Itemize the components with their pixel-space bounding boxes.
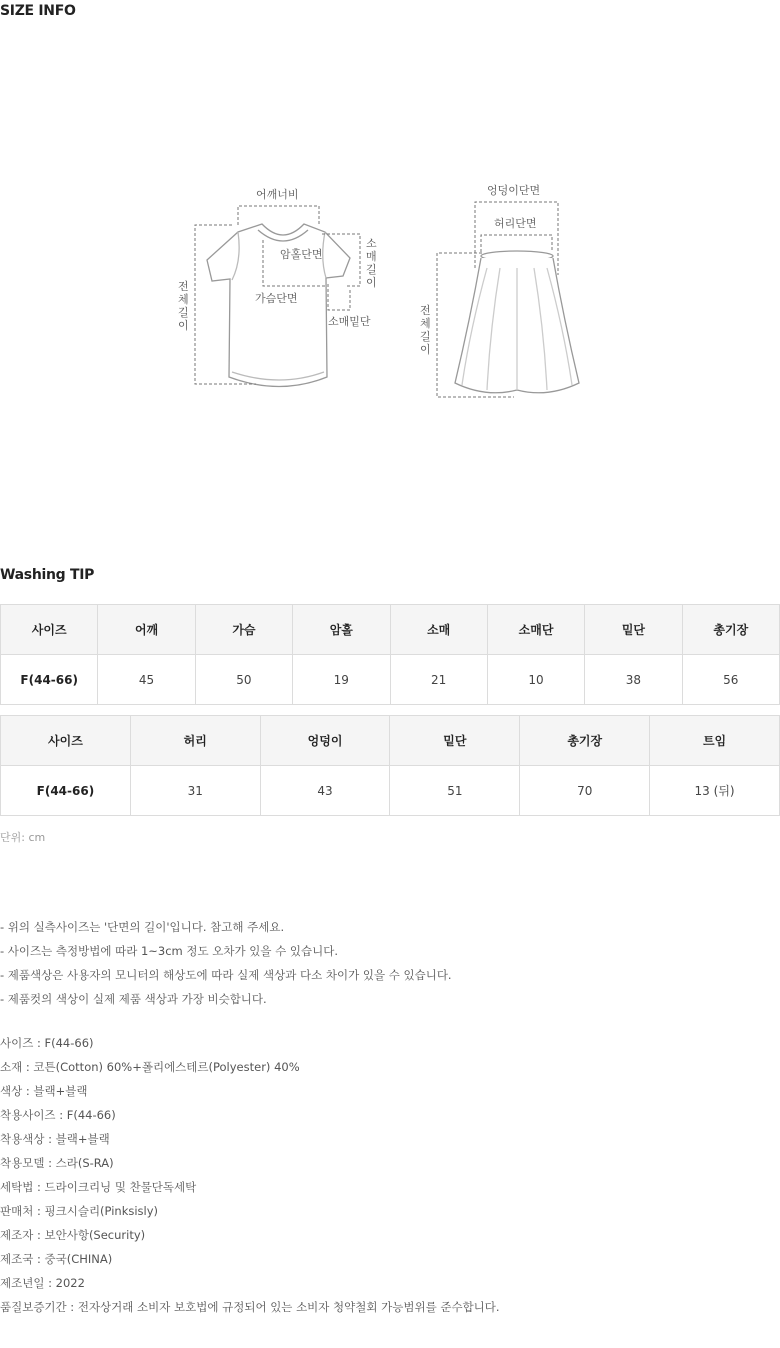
size-notes [0, 915, 452, 1011]
note-line: - 제품컷의 색상이 실제 제품 색상과 가장 비슷합니다. [0, 992, 267, 1006]
table-cell: 21 [390, 655, 487, 705]
label-shoulder: 어깨너비 [256, 188, 299, 201]
table-header-row [1, 605, 780, 655]
table-cell: 38 [585, 655, 682, 705]
svg-text:전: 전 [178, 280, 189, 293]
skirt-illustration [455, 251, 579, 393]
table-cell: 10 [487, 655, 584, 705]
label-chest: 가슴단면 [255, 292, 298, 305]
table-header-cell: 소매단 [487, 605, 584, 655]
svg-text:이: 이 [366, 276, 377, 289]
note-line: - 제품색상은 사용자의 모니터의 해상도에 따라 실제 색상과 다소 차이가 있을 수 있습니다. [0, 968, 452, 982]
top-size-table [0, 604, 780, 705]
table-header-cell: 소매 [390, 605, 487, 655]
product-info [0, 1031, 500, 1319]
table-cell: 70 [520, 766, 650, 816]
table-cell: 13 (뒤) [650, 766, 780, 816]
svg-text:길: 길 [178, 306, 189, 319]
washing-tip-heading: Washing TIP [0, 567, 95, 583]
table-header-cell: 허리 [130, 716, 260, 766]
label-skirt-total-length [420, 303, 431, 356]
svg-text:전: 전 [420, 304, 431, 317]
table-row [1, 655, 780, 705]
table-cell: 50 [195, 655, 292, 705]
info-line: 착용모델 : 스라(S-RA) [0, 1156, 114, 1170]
table-header-cell: 사이즈 [1, 716, 131, 766]
label-armhole: 암홀단면 [280, 248, 323, 261]
table-cell: 31 [130, 766, 260, 816]
info-line: 세탁법 : 드라이크리닝 및 찬물단독세탁 [0, 1180, 197, 1194]
table-header-cell: 밑단 [390, 716, 520, 766]
svg-text:이: 이 [420, 343, 431, 356]
table-cell: 56 [682, 655, 779, 705]
table-cell: 51 [390, 766, 520, 816]
info-line: 품질보증기간 : 전자상거래 소비자 보호법에 규정되어 있는 소비자 청약철회 가능범위를 준수합니다. [0, 1300, 500, 1314]
table-header-cell: 가슴 [195, 605, 292, 655]
info-line: 제조자 : 보안사항(Security) [0, 1228, 146, 1242]
table-header-cell: 총기장 [520, 716, 650, 766]
table-row [1, 766, 780, 816]
table-cell: 45 [98, 655, 195, 705]
table-cell: 19 [293, 655, 390, 705]
table-header-cell: 트임 [650, 716, 780, 766]
unit-note: 단위: cm [0, 831, 46, 844]
svg-text:길: 길 [420, 330, 431, 343]
label-hip: 엉덩이단면 [487, 184, 541, 197]
info-line: 색상 : 블랙+블랙 [0, 1084, 88, 1098]
label-tshirt-total-length [178, 279, 189, 332]
table-header-cell: 사이즈 [1, 605, 98, 655]
table-header-cell: 총기장 [682, 605, 779, 655]
svg-text:매: 매 [366, 250, 377, 263]
table-cell: F(44-66) [1, 655, 98, 705]
table-cell: 43 [260, 766, 390, 816]
note-line: - 사이즈는 측정방법에 따라 1~3cm 정도 오차가 있을 수 있습니다. [0, 944, 339, 958]
table-header-cell: 암홀 [293, 605, 390, 655]
info-line: 소재 : 코튼(Cotton) 60%+폴리에스테르(Polyester) 40% [0, 1060, 300, 1074]
table-header-cell: 밑단 [585, 605, 682, 655]
info-line: 제조년일 : 2022 [0, 1276, 85, 1290]
note-line: - 위의 실측사이즈는 '단면의 길이'입니다. 참고해 주세요. [0, 920, 285, 934]
label-sleeve-hem: 소매밑단 [328, 315, 371, 328]
svg-text:체: 체 [420, 317, 431, 330]
table-header-row [1, 716, 780, 766]
info-line: 착용사이즈 : F(44-66) [0, 1108, 116, 1122]
label-sleeve-length [366, 237, 377, 289]
label-waist: 허리단면 [494, 217, 537, 230]
table-header-cell: 어깨 [98, 605, 195, 655]
info-line: 판매처 : 핑크시슬리(Pinksisly) [0, 1204, 159, 1218]
info-line: 사이즈 : F(44-66) [0, 1036, 94, 1050]
info-line: 제조국 : 중국(CHINA) [0, 1252, 113, 1266]
svg-text:체: 체 [178, 293, 189, 306]
table-cell: F(44-66) [1, 766, 131, 816]
size-info-heading: SIZE INFO [0, 3, 76, 19]
svg-text:소: 소 [366, 237, 377, 250]
table-header-cell: 엉덩이 [260, 716, 390, 766]
svg-text:길: 길 [366, 263, 377, 276]
tshirt-illustration [207, 224, 350, 387]
svg-text:이: 이 [178, 319, 189, 332]
size-diagram [0, 150, 780, 410]
info-line: 착용색상 : 블랙+블랙 [0, 1132, 110, 1146]
bottom-size-table [0, 715, 780, 816]
